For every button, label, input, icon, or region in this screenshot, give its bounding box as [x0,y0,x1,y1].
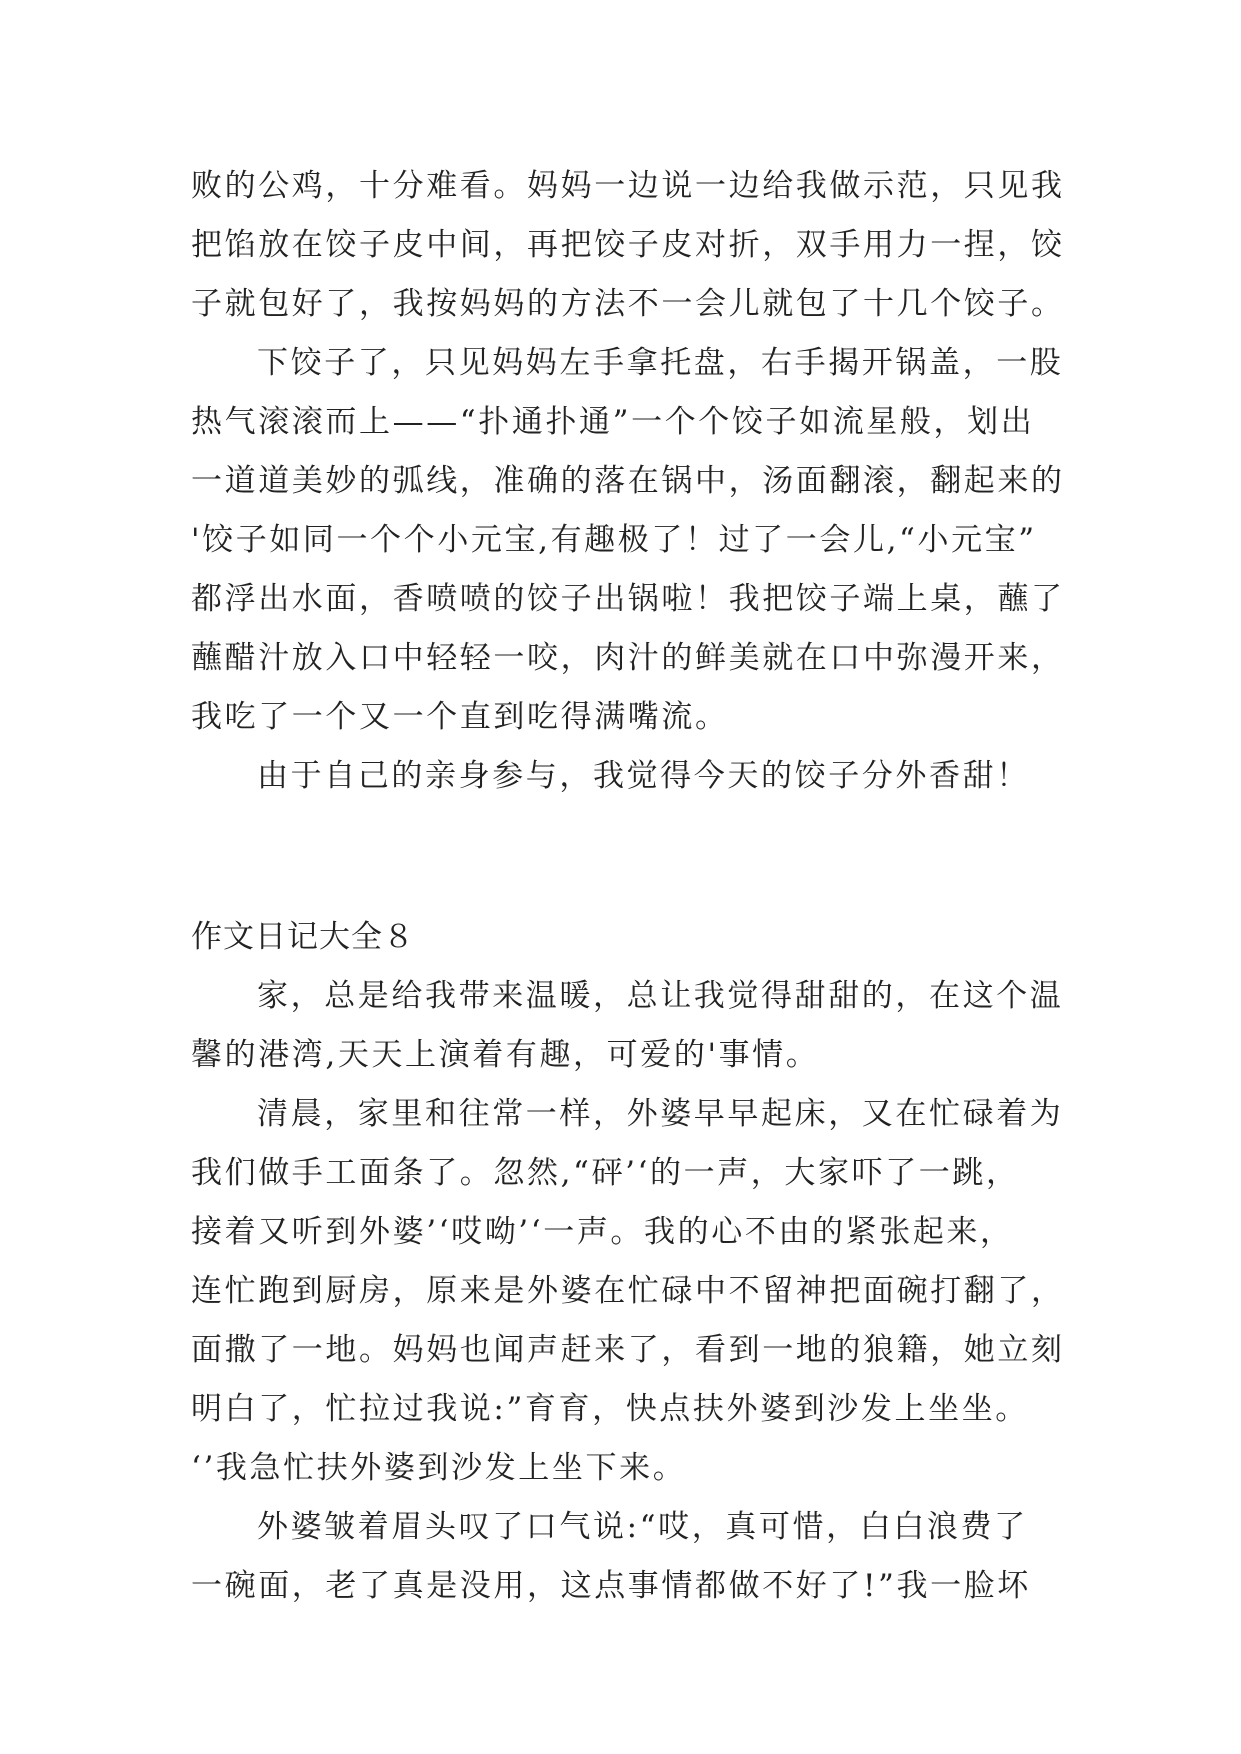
text-line: 馨的港湾,天天上演着有趣，可爱的'事情。 [191,1037,820,1073]
paragraph-2 [191,334,1071,747]
text-line: 我吃了一个又一个直到吃得满嘴流。 [191,699,729,735]
text-line: 下饺子了，只见妈妈左手拿托盘，右手揭开锅盖，一股 [257,345,1064,381]
text-line: 外婆皱着眉头叹了口气说:“哎，真可惜，白白浪费了 [257,1509,1028,1545]
section-gap [191,806,1071,908]
text-line: 我们做手工面条了。忽然,“砰’‘的一声，大家吓了一跳， [191,1155,1020,1191]
section-heading: 作文日记大全８ [191,919,415,955]
text-line: 连忙跑到厨房，原来是外婆在忙碌中不留神把面碗打翻了， [191,1273,1065,1309]
text-line: 清晨，家里和往常一样，外婆早早起床，又在忙碌着为 [257,1096,1064,1132]
text-line: 接着又听到外婆’‘哎呦’‘一声。我的心不由的紧张起来， [191,1214,1014,1250]
text-line: 一碗面，老了真是没用，这点事情都做不好了!”我一脸坏 [191,1568,1031,1604]
text-line: '饺子如同一个个小元宝,有趣极了！过了一会儿,“小元宝” [191,522,1037,558]
text-line: 把馅放在饺子皮中间，再把饺子皮对折，双手用力一捏，饺 [191,227,1065,263]
text-line: 明白了，忙拉过我说:”育育，快点扶外婆到沙发上坐坐。 [191,1391,1029,1427]
text-line: 热气滚滚而上——“扑通扑通”一个个饺子如流星般，划出 [191,404,1035,440]
paragraph-5 [191,1085,1071,1498]
text-line: 家，总是给我带来温暖，总让我觉得甜甜的，在这个温 [257,978,1064,1014]
text-line: 一道道美妙的弧线，准确的落在锅中，汤面翻滚，翻起来的 [191,463,1065,499]
paragraph-4 [191,967,1071,1085]
text-line: 都浮出水面，香喷喷的饺子出锅啦！我把饺子端上桌，蘸了 [191,581,1065,617]
text-line: 子就包好了，我按妈妈的方法不一会儿就包了十几个饺子。 [191,286,1065,322]
text-line: ‘’我急忙扶外婆到沙发上坐下来。 [191,1450,687,1486]
paragraph-6 [191,1498,1071,1616]
text-line: 面撒了一地。妈妈也闻声赶来了，看到一地的狼籍，她立刻 [191,1332,1065,1368]
text-line: 由于自己的亲身参与，我觉得今天的饺子分外香甜！ [257,758,1030,794]
text-line: 蘸醋汁放入口中轻轻一咬，肉汁的鲜美就在口中弥漫开来， [191,640,1065,676]
paragraph-3 [191,747,1071,806]
paragraph-1 [191,157,1071,334]
document-body [191,157,1071,1616]
text-line: 败的公鸡，十分难看。妈妈一边说一边给我做示范，只见我 [191,168,1065,204]
